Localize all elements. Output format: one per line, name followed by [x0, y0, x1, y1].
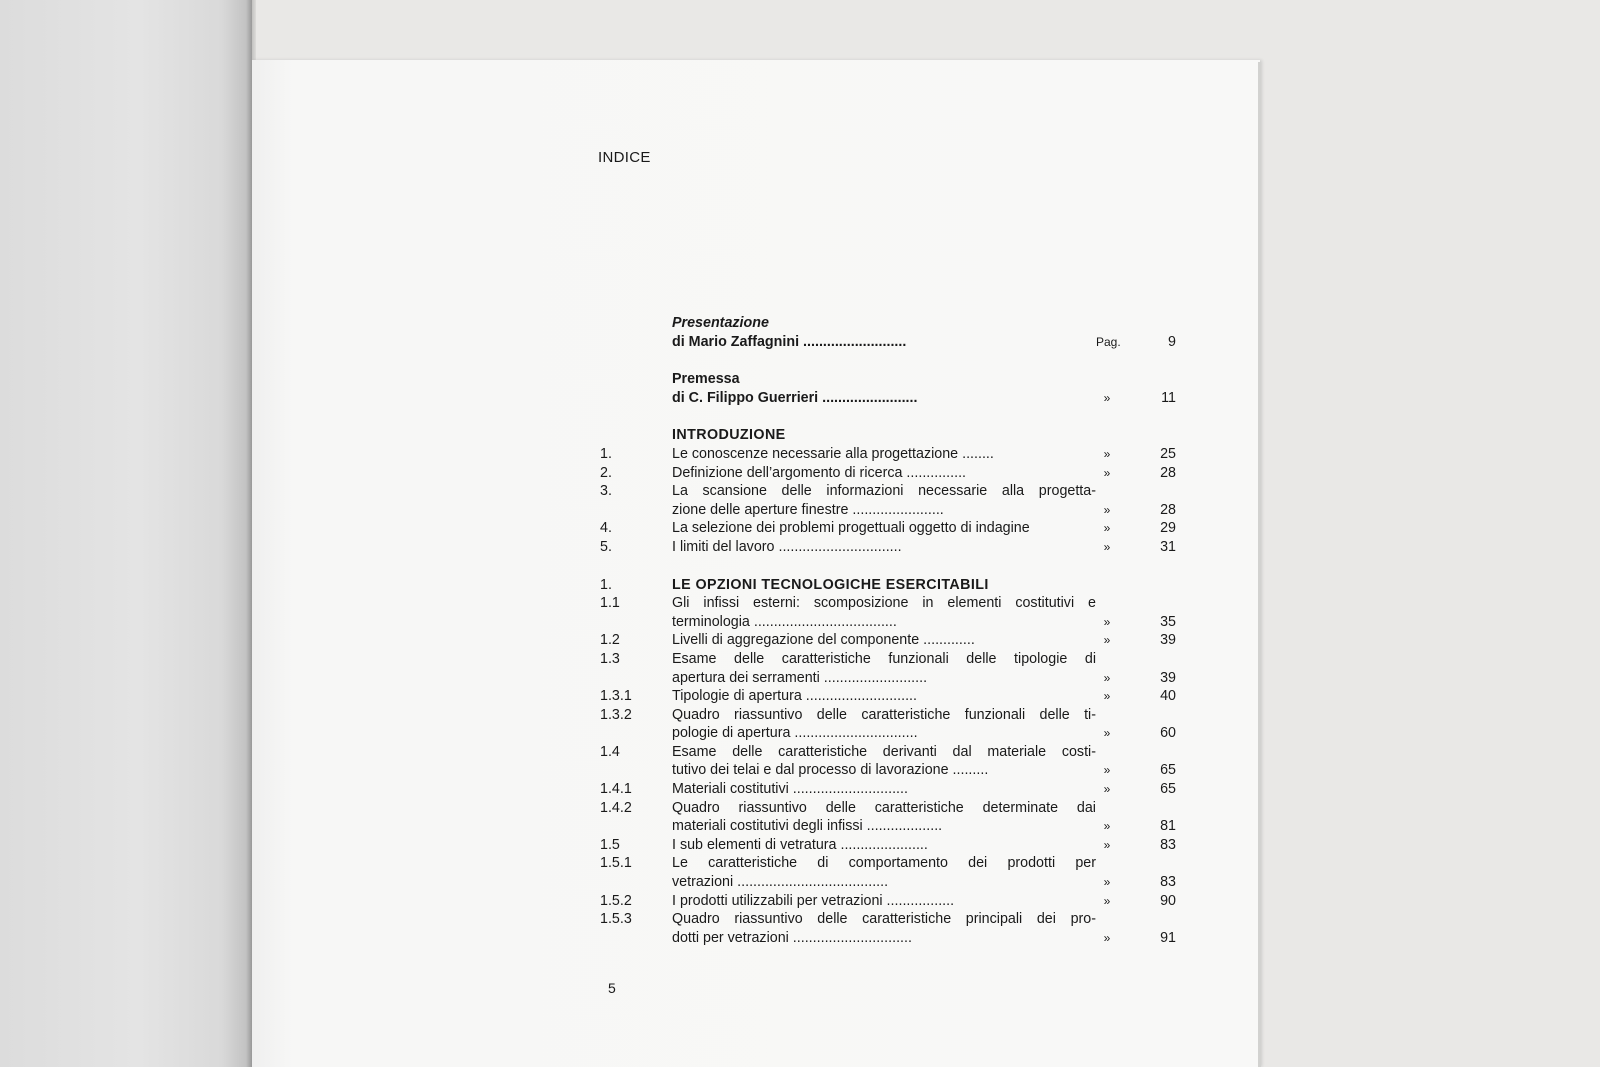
toc-entry-title: Quadro riassuntivo delle caratteristiche determinate dai	[672, 799, 1096, 816]
toc-entry-title: I prodotti utilizzabili per vetrazioni .................	[672, 892, 955, 909]
toc-row	[600, 687, 1180, 706]
toc-row	[600, 743, 1180, 762]
toc-entry-number: 1.5.3	[600, 911, 632, 928]
toc-entry-page: 65	[1160, 762, 1176, 779]
toc-row	[600, 482, 1180, 501]
toc-row	[600, 706, 1180, 725]
toc-entry-title: Livelli di aggregazione del componente .............	[672, 632, 975, 649]
toc-entry-page: 39	[1160, 669, 1176, 686]
toc-entry-title: LE OPZIONI TECNOLOGICHE ESERCITABILI	[672, 576, 989, 593]
toc-entry-title: Premessa	[672, 371, 740, 388]
toc-row	[600, 892, 1180, 911]
toc-row	[600, 724, 1180, 743]
toc-entry-title: Quadro riassuntivo delle caratteristiche principali dei pro-	[672, 911, 1096, 928]
page-header: INDICE	[598, 149, 651, 166]
toc-entry-title: di C. Filippo Guerrieri ........................	[672, 389, 918, 406]
toc-row	[600, 910, 1180, 929]
toc-entry-page: 60	[1160, 725, 1176, 742]
toc-row	[600, 594, 1180, 613]
toc-entry-page: 28	[1160, 501, 1176, 518]
toc-row	[600, 370, 1180, 389]
toc-row	[600, 799, 1180, 818]
toc-entry-number: 2.	[600, 464, 612, 481]
toc-entry-number: 5.	[600, 538, 612, 555]
toc-entry-page: 90	[1160, 892, 1176, 909]
toc-entry-title: Presentazione	[672, 315, 769, 331]
toc-entry-title: Le conoscenze necessarie alla progettazione ........	[672, 445, 994, 462]
toc-entry-title: terminologia ....................................	[672, 613, 897, 630]
toc-entry-title: dotti per vetrazioni ..............................	[672, 929, 912, 946]
page-edge	[1258, 62, 1261, 1067]
toc-entry-marker: »	[1103, 837, 1111, 852]
toc-row	[600, 519, 1180, 538]
toc-entry-number: 1.4.1	[600, 781, 632, 798]
toc-entry-number: 1.5.1	[600, 855, 632, 872]
toc-entry-marker: »	[1103, 893, 1111, 908]
toc-entry-marker: »	[1103, 670, 1111, 685]
toc-entry-title: I limiti del lavoro ...............................	[672, 538, 902, 555]
toc-row	[600, 314, 1180, 333]
toc-row	[600, 836, 1180, 855]
toc-entry-number: 1.1	[600, 595, 620, 612]
left-page	[0, 0, 252, 1067]
toc-entry-page: 39	[1160, 632, 1176, 649]
toc-entry-title: Tipologie di apertura ............................	[672, 688, 918, 705]
toc-entry-title: pologie di apertura ...............................	[672, 725, 918, 742]
toc-entry-marker: »	[1103, 633, 1111, 648]
toc-entry-marker: »	[1103, 726, 1111, 741]
toc-row	[600, 631, 1180, 650]
toc-entry-title: vetrazioni ......................................	[672, 874, 889, 891]
toc-entry-title: Definizione dell’argomento di ricerca ...............	[672, 464, 967, 481]
toc-entry-marker: »	[1103, 763, 1111, 778]
toc-row	[600, 873, 1180, 892]
toc-row	[600, 854, 1180, 873]
toc-entry-page: 11	[1161, 389, 1176, 406]
toc-entry-number: 1.3.2	[600, 706, 632, 723]
toc-entry-title: materiali costitutivi degli infissi ...................	[672, 818, 943, 835]
toc-row	[600, 576, 1180, 595]
toc-row	[600, 501, 1180, 520]
page-number: 5	[608, 980, 616, 996]
toc-entry-number: 1.5.2	[600, 892, 632, 909]
toc-entry-page: 28	[1160, 464, 1176, 481]
toc-entry-number: 1.3.1	[600, 688, 632, 705]
toc-entry-marker: Pag.	[1096, 334, 1121, 349]
toc-entry-marker: »	[1103, 521, 1111, 536]
toc-entry-marker: »	[1103, 502, 1111, 517]
toc-entry-page: 9	[1168, 333, 1176, 350]
toc-entry-number: 1.2	[600, 632, 620, 649]
toc-row	[600, 650, 1180, 669]
toc-entry-marker: »	[1103, 819, 1111, 834]
toc-entry-title: Le caratteristiche di comportamento dei prodotti per	[672, 855, 1096, 872]
toc-entry-title: Gli infissi esterni: scomposizione in elementi costitutivi e	[672, 595, 1096, 612]
toc-entry-page: 40	[1160, 688, 1176, 705]
toc-entry-page: 29	[1160, 520, 1176, 537]
toc-entry-marker: »	[1103, 446, 1111, 461]
toc-spacer	[600, 557, 1180, 576]
toc-entry-marker: »	[1103, 689, 1111, 704]
toc-entry-number: 1.	[600, 576, 612, 593]
toc-entry-number: 4.	[600, 520, 612, 537]
toc-entry-title: tutivo dei telai e dal processo di lavorazione .........	[672, 762, 989, 779]
toc-entry-marker: »	[1103, 930, 1111, 945]
toc-row	[600, 333, 1180, 352]
toc-entry-number: 1.4.2	[600, 799, 632, 816]
toc-entry-number: 1.	[600, 445, 612, 462]
toc-row	[600, 817, 1180, 836]
toc-entry-number: 1.4	[600, 743, 620, 760]
toc-entry-page: 83	[1160, 874, 1176, 891]
toc-row	[600, 669, 1180, 688]
toc-entry-title: di Mario Zaffagnini ..........................	[672, 333, 907, 350]
toc-entry-marker: »	[1103, 875, 1111, 890]
toc-entry-page: 25	[1160, 445, 1176, 462]
toc-row	[600, 780, 1180, 799]
toc-entry-page: 31	[1160, 538, 1176, 555]
toc-row	[600, 389, 1180, 408]
toc-entry-page: 35	[1160, 613, 1176, 630]
toc-entry-title: apertura dei serramenti ..........................	[672, 669, 928, 686]
toc-spacer	[600, 351, 1180, 370]
toc-entry-marker: »	[1103, 614, 1111, 629]
table-of-contents	[600, 314, 1180, 947]
toc-entry-marker: »	[1103, 782, 1111, 797]
toc-entry-number: 1.5	[600, 836, 620, 853]
toc-row	[600, 426, 1180, 445]
toc-entry-title: Quadro riassuntivo delle caratteristiche funzionali delle ti-	[672, 706, 1096, 723]
toc-entry-marker: »	[1103, 465, 1111, 480]
toc-entry-title: Esame delle caratteristiche funzionali delle tipologie di	[672, 650, 1096, 667]
toc-row	[600, 464, 1180, 483]
toc-entry-page: 83	[1160, 836, 1176, 853]
toc-entry-title: Esame delle caratteristiche derivanti dal materiale costi-	[672, 743, 1096, 760]
toc-spacer	[600, 407, 1180, 426]
toc-entry-number: 1.3	[600, 650, 620, 667]
toc-row	[600, 445, 1180, 464]
toc-row	[600, 613, 1180, 632]
toc-entry-page: 91	[1160, 929, 1176, 946]
toc-row	[600, 929, 1180, 948]
toc-entry-number: 3.	[600, 483, 612, 500]
toc-entry-marker: »	[1103, 539, 1111, 554]
toc-entry-title: La selezione dei problemi progettuali oggetto di indagine	[672, 520, 1030, 537]
toc-entry-marker: »	[1103, 390, 1111, 405]
toc-entry-page: 65	[1160, 781, 1176, 798]
toc-entry-title: zione delle aperture finestre .......................	[672, 501, 944, 518]
toc-entry-title: I sub elementi di vetratura ......................	[672, 836, 928, 853]
toc-entry-title: Materiali costitutivi .............................	[672, 781, 908, 798]
toc-row	[600, 761, 1180, 780]
toc-row	[600, 538, 1180, 557]
toc-entry-title: La scansione delle informazioni necessarie alla progetta-	[672, 483, 1096, 500]
toc-entry-page: 81	[1160, 818, 1176, 835]
toc-entry-title: INTRODUZIONE	[672, 427, 786, 444]
